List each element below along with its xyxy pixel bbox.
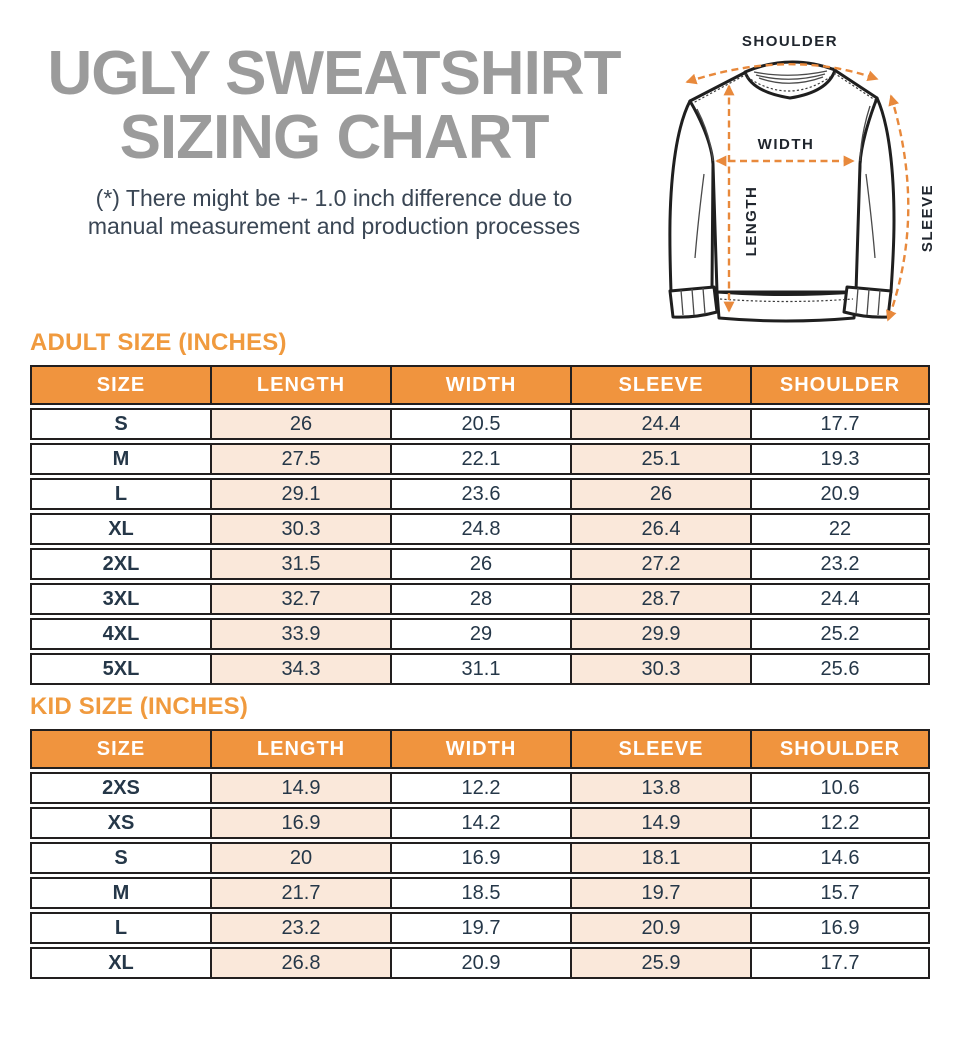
cell-width: 22.1 bbox=[390, 443, 570, 475]
column-header-shoulder: SHOULDER bbox=[750, 365, 930, 405]
cell-width: 29 bbox=[390, 618, 570, 650]
cell-size: 2XL bbox=[30, 548, 210, 580]
disclaimer-line-2: manual measurement and production processes bbox=[87, 213, 581, 240]
table-header-row bbox=[30, 365, 930, 405]
cell-sleeve: 24.4 bbox=[570, 408, 750, 440]
adult-size-section bbox=[30, 330, 930, 688]
cell-sleeve: 18.1 bbox=[570, 842, 750, 874]
cell-shoulder: 14.6 bbox=[750, 842, 930, 874]
column-header-size: SIZE bbox=[30, 365, 210, 405]
column-header-size: SIZE bbox=[30, 729, 210, 769]
cell-length: 26 bbox=[210, 408, 390, 440]
table-row-4xl bbox=[30, 618, 930, 650]
cell-length: 30.3 bbox=[210, 513, 390, 545]
column-header-sleeve: SLEEVE bbox=[570, 365, 750, 405]
cell-shoulder: 23.2 bbox=[750, 548, 930, 580]
cell-length: 31.5 bbox=[210, 548, 390, 580]
cell-width: 31.1 bbox=[390, 653, 570, 685]
cell-size: M bbox=[30, 443, 210, 475]
cell-size: L bbox=[30, 912, 210, 944]
table-row-2xs bbox=[30, 772, 930, 804]
cell-size: 4XL bbox=[30, 618, 210, 650]
cell-sleeve: 27.2 bbox=[570, 548, 750, 580]
cell-width: 26 bbox=[390, 548, 570, 580]
cell-shoulder: 20.9 bbox=[750, 478, 930, 510]
cell-sleeve: 25.9 bbox=[570, 947, 750, 979]
cell-size: XS bbox=[30, 807, 210, 839]
cell-size: XL bbox=[30, 947, 210, 979]
cell-sleeve: 13.8 bbox=[570, 772, 750, 804]
column-header-sleeve: SLEEVE bbox=[570, 729, 750, 769]
table-row-xs bbox=[30, 807, 930, 839]
cell-length: 21.7 bbox=[210, 877, 390, 909]
cell-shoulder: 25.6 bbox=[750, 653, 930, 685]
shoulder-label: SHOULDER bbox=[741, 33, 839, 50]
cell-shoulder: 10.6 bbox=[750, 772, 930, 804]
cell-length: 32.7 bbox=[210, 583, 390, 615]
cell-length: 27.5 bbox=[210, 443, 390, 475]
kid-size-section bbox=[30, 694, 930, 982]
cell-width: 18.5 bbox=[390, 877, 570, 909]
cell-size: L bbox=[30, 478, 210, 510]
cell-sleeve: 25.1 bbox=[570, 443, 750, 475]
cell-shoulder: 12.2 bbox=[750, 807, 930, 839]
title-block bbox=[0, 39, 668, 241]
sweatshirt-measurement-diagram bbox=[640, 6, 960, 354]
cell-width: 20.9 bbox=[390, 947, 570, 979]
cell-width: 28 bbox=[390, 583, 570, 615]
cell-shoulder: 22 bbox=[750, 513, 930, 545]
cell-sleeve: 30.3 bbox=[570, 653, 750, 685]
cell-sleeve: 28.7 bbox=[570, 583, 750, 615]
cell-width: 14.2 bbox=[390, 807, 570, 839]
table-row-m bbox=[30, 877, 930, 909]
column-header-length: LENGTH bbox=[210, 729, 390, 769]
cell-length: 16.9 bbox=[210, 807, 390, 839]
table-row-3xl bbox=[30, 583, 930, 615]
cell-size: 2XS bbox=[30, 772, 210, 804]
length-label: LENGTH bbox=[743, 185, 760, 257]
cell-shoulder: 17.7 bbox=[750, 408, 930, 440]
cell-width: 20.5 bbox=[390, 408, 570, 440]
width-label: WIDTH bbox=[757, 136, 815, 153]
sleeve-label: SLEEVE bbox=[919, 183, 936, 253]
cell-width: 24.8 bbox=[390, 513, 570, 545]
kid-size-heading: KID SIZE (INCHES) bbox=[30, 693, 249, 720]
cell-sleeve: 20.9 bbox=[570, 912, 750, 944]
cell-length: 23.2 bbox=[210, 912, 390, 944]
cell-sleeve: 19.7 bbox=[570, 877, 750, 909]
cell-length: 14.9 bbox=[210, 772, 390, 804]
adult-size-table bbox=[30, 362, 930, 688]
cell-length: 26.8 bbox=[210, 947, 390, 979]
table-row-s bbox=[30, 408, 930, 440]
sweatshirt-diagram-svg bbox=[640, 6, 960, 354]
cell-sleeve: 14.9 bbox=[570, 807, 750, 839]
column-header-length: LENGTH bbox=[210, 365, 390, 405]
column-header-width: WIDTH bbox=[390, 365, 570, 405]
cell-width: 19.7 bbox=[390, 912, 570, 944]
cell-sleeve: 29.9 bbox=[570, 618, 750, 650]
cell-size: S bbox=[30, 408, 210, 440]
column-header-width: WIDTH bbox=[390, 729, 570, 769]
page-title-line-2: SIZING CHART bbox=[119, 103, 549, 173]
cell-sleeve: 26.4 bbox=[570, 513, 750, 545]
adult-size-heading: ADULT SIZE (INCHES) bbox=[30, 329, 287, 356]
cell-length: 20 bbox=[210, 842, 390, 874]
cell-length: 29.1 bbox=[210, 478, 390, 510]
table-row-2xl bbox=[30, 548, 930, 580]
cell-shoulder: 17.7 bbox=[750, 947, 930, 979]
cell-width: 16.9 bbox=[390, 842, 570, 874]
cell-width: 23.6 bbox=[390, 478, 570, 510]
table-row-s bbox=[30, 842, 930, 874]
table-row-xl bbox=[30, 513, 930, 545]
cell-size: 3XL bbox=[30, 583, 210, 615]
table-row-l bbox=[30, 478, 930, 510]
cell-shoulder: 15.7 bbox=[750, 877, 930, 909]
table-header-row bbox=[30, 729, 930, 769]
cell-size: 5XL bbox=[30, 653, 210, 685]
table-row-5xl bbox=[30, 653, 930, 685]
column-header-shoulder: SHOULDER bbox=[750, 729, 930, 769]
disclaimer-text bbox=[0, 184, 668, 241]
table-row-l bbox=[30, 912, 930, 944]
kid-size-table bbox=[30, 726, 930, 982]
cell-length: 34.3 bbox=[210, 653, 390, 685]
sweatshirt-outline bbox=[670, 62, 894, 321]
cell-size: M bbox=[30, 877, 210, 909]
page-title-line-1: UGLY SWEATSHIRT bbox=[47, 39, 621, 108]
cell-shoulder: 19.3 bbox=[750, 443, 930, 475]
table-row-m bbox=[30, 443, 930, 475]
table-row-xl bbox=[30, 947, 930, 979]
cell-shoulder: 25.2 bbox=[750, 618, 930, 650]
cell-sleeve: 26 bbox=[570, 478, 750, 510]
cell-size: S bbox=[30, 842, 210, 874]
disclaimer-line-1: (*) There might be +- 1.0 inch difference due to bbox=[95, 184, 573, 211]
cell-length: 33.9 bbox=[210, 618, 390, 650]
cell-shoulder: 24.4 bbox=[750, 583, 930, 615]
cell-size: XL bbox=[30, 513, 210, 545]
cell-width: 12.2 bbox=[390, 772, 570, 804]
cell-shoulder: 16.9 bbox=[750, 912, 930, 944]
